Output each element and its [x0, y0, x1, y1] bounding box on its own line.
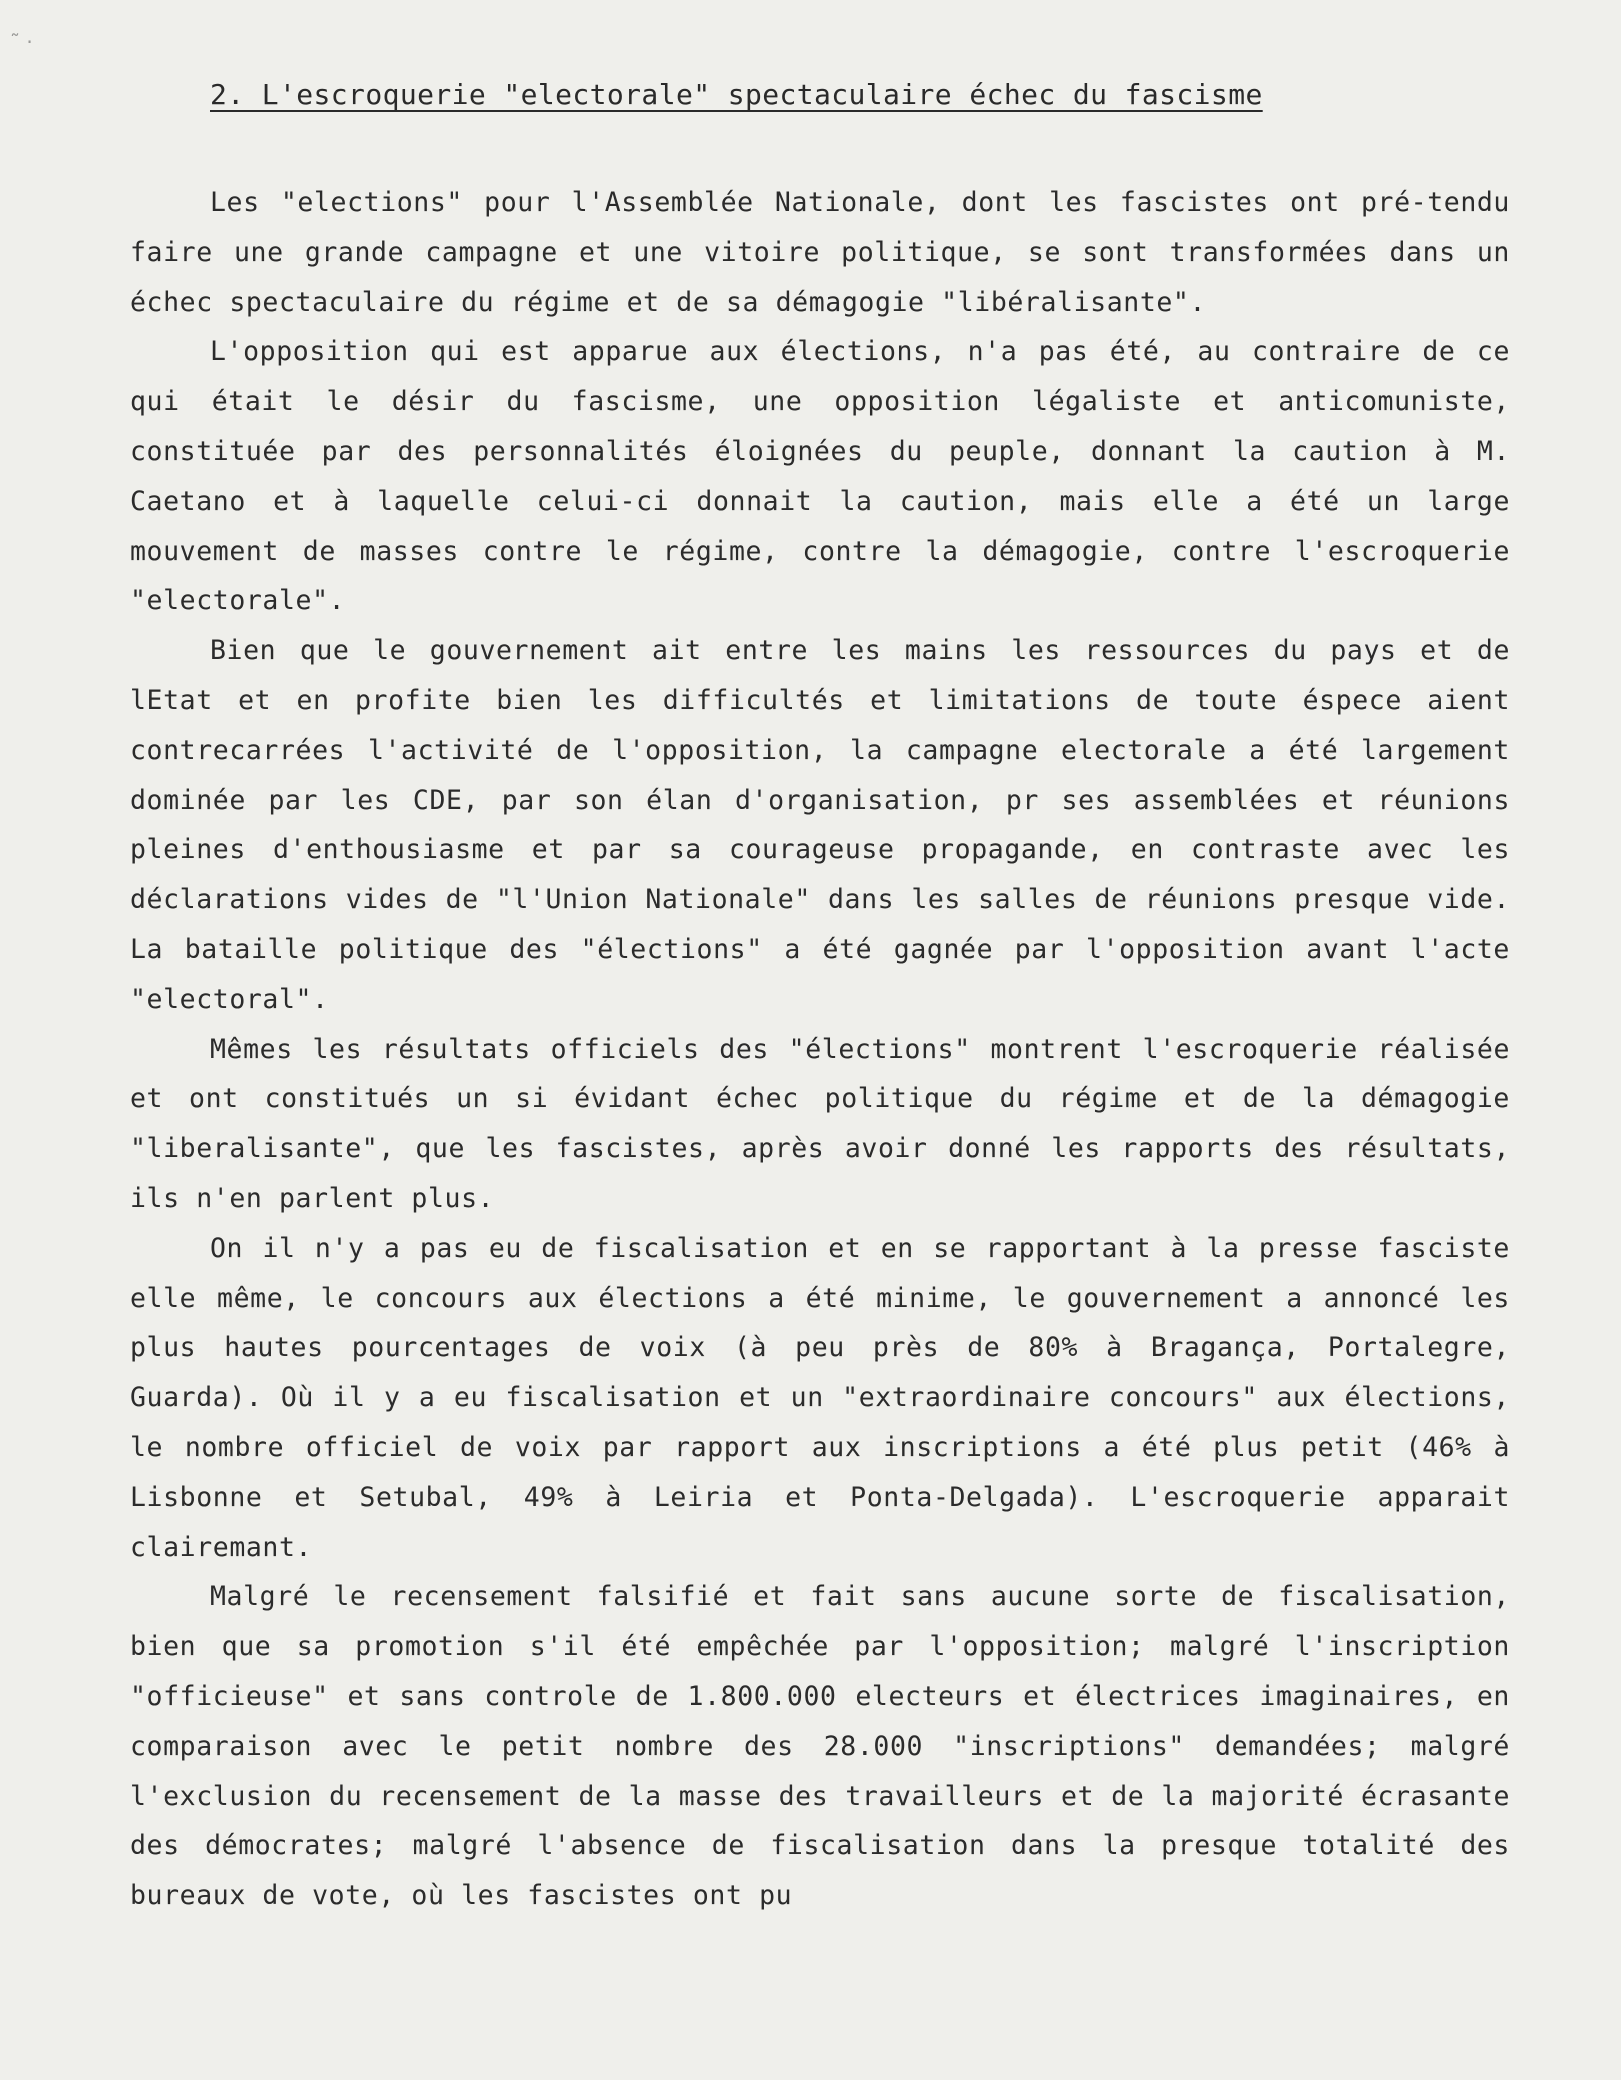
paragraph-3: Bien que le gouvernement ait entre les mains les ressources du pays et de lEtat et en profite bien les difficultés et limitations de toute éspece aient contrecarrées l'activité de l'opposition, la campagne electorale a été largement dominée par les CDE, par son élan d'organisation, pr ses assemblées et réunions pleines d'enthousiasme et par sa courageuse propagande, en contraste avec les déclarations vides de "l'Union Nationale" dans les salles de réunions presque vide. La bataille politique des "élections" a été gagnée par l'opposition avant l'acte "electoral".	[130, 635, 1510, 1015]
staple-mark-icon: ˜ ·	[10, 30, 33, 54]
paragraph-1: Les "elections" pour l'Assemblée Nationale, dont les fascistes ont pré-tendu faire une grande campagne et une vitoire politique, se sont transformées dans un échec spectaculaire du régime et de sa démagogie "libéralisante".	[130, 187, 1510, 318]
paragraph-6: Malgré le recensement falsifié et fait sans aucune sorte de fiscalisation, bien que sa promotion s'il été empêchée par l'opposition; malgré l'inscription "officieuse" et sans controle de 1.800.000 electeurs et électrices imaginaires, en comparaison avec le petit nombre des 28.000 "inscriptions" demandées; malgré l'exclusion du recensement de la masse des travailleurs et de la majorité écrasante des démocrates; malgré l'absence de fiscalisation dans la presque totalité des bureaux de vote, où les fascistes ont pu	[130, 1581, 1510, 1912]
paragraph-5: On il n'y a pas eu de fiscalisation et en se rapportant à la presse fasciste elle même, le concours aux élections a été minime, le gouvernement a annoncé les plus hautes pourcentages de voix (à peu près de 80% à Bragança, Portalegre, Guarda). Où il y a eu fiscalisation et un "extraordinaire concours" aux élections, le nombre officiel de voix par rapport aux inscriptions a été plus petit (46% à Lisbonne et Setubal, 49% à Leiria et Ponta-Delgada). L'escroquerie apparait clairemant.	[130, 1232, 1510, 1563]
paragraph-2: L'opposition qui est apparue aux élections, n'a pas été, au contraire de ce qui était le désir du fascisme, une opposition légaliste et anticomuniste, constituée par des personnalités éloignées du peuple, donnant la caution à M. Caetano et à laquelle celui-ci donnait la caution, mais elle a été un large mouvement de masses contre le régime, contre la démagogie, contre l'escroquerie "electorale".	[130, 336, 1510, 617]
section-title: 2. L'escroquerie "electorale" spectaculaire échec du fascisme	[210, 78, 1263, 111]
document-body	[130, 178, 1510, 1921]
paragraph-4: Mêmes les résultats officiels des "élections" montrent l'escroquerie réalisée et ont constitués un si évidant échec politique du régime et de la démagogie "liberalisante", que les fascistes, après avoir donné les rapports des résultats, ils n'en parlent plus.	[130, 1033, 1510, 1214]
